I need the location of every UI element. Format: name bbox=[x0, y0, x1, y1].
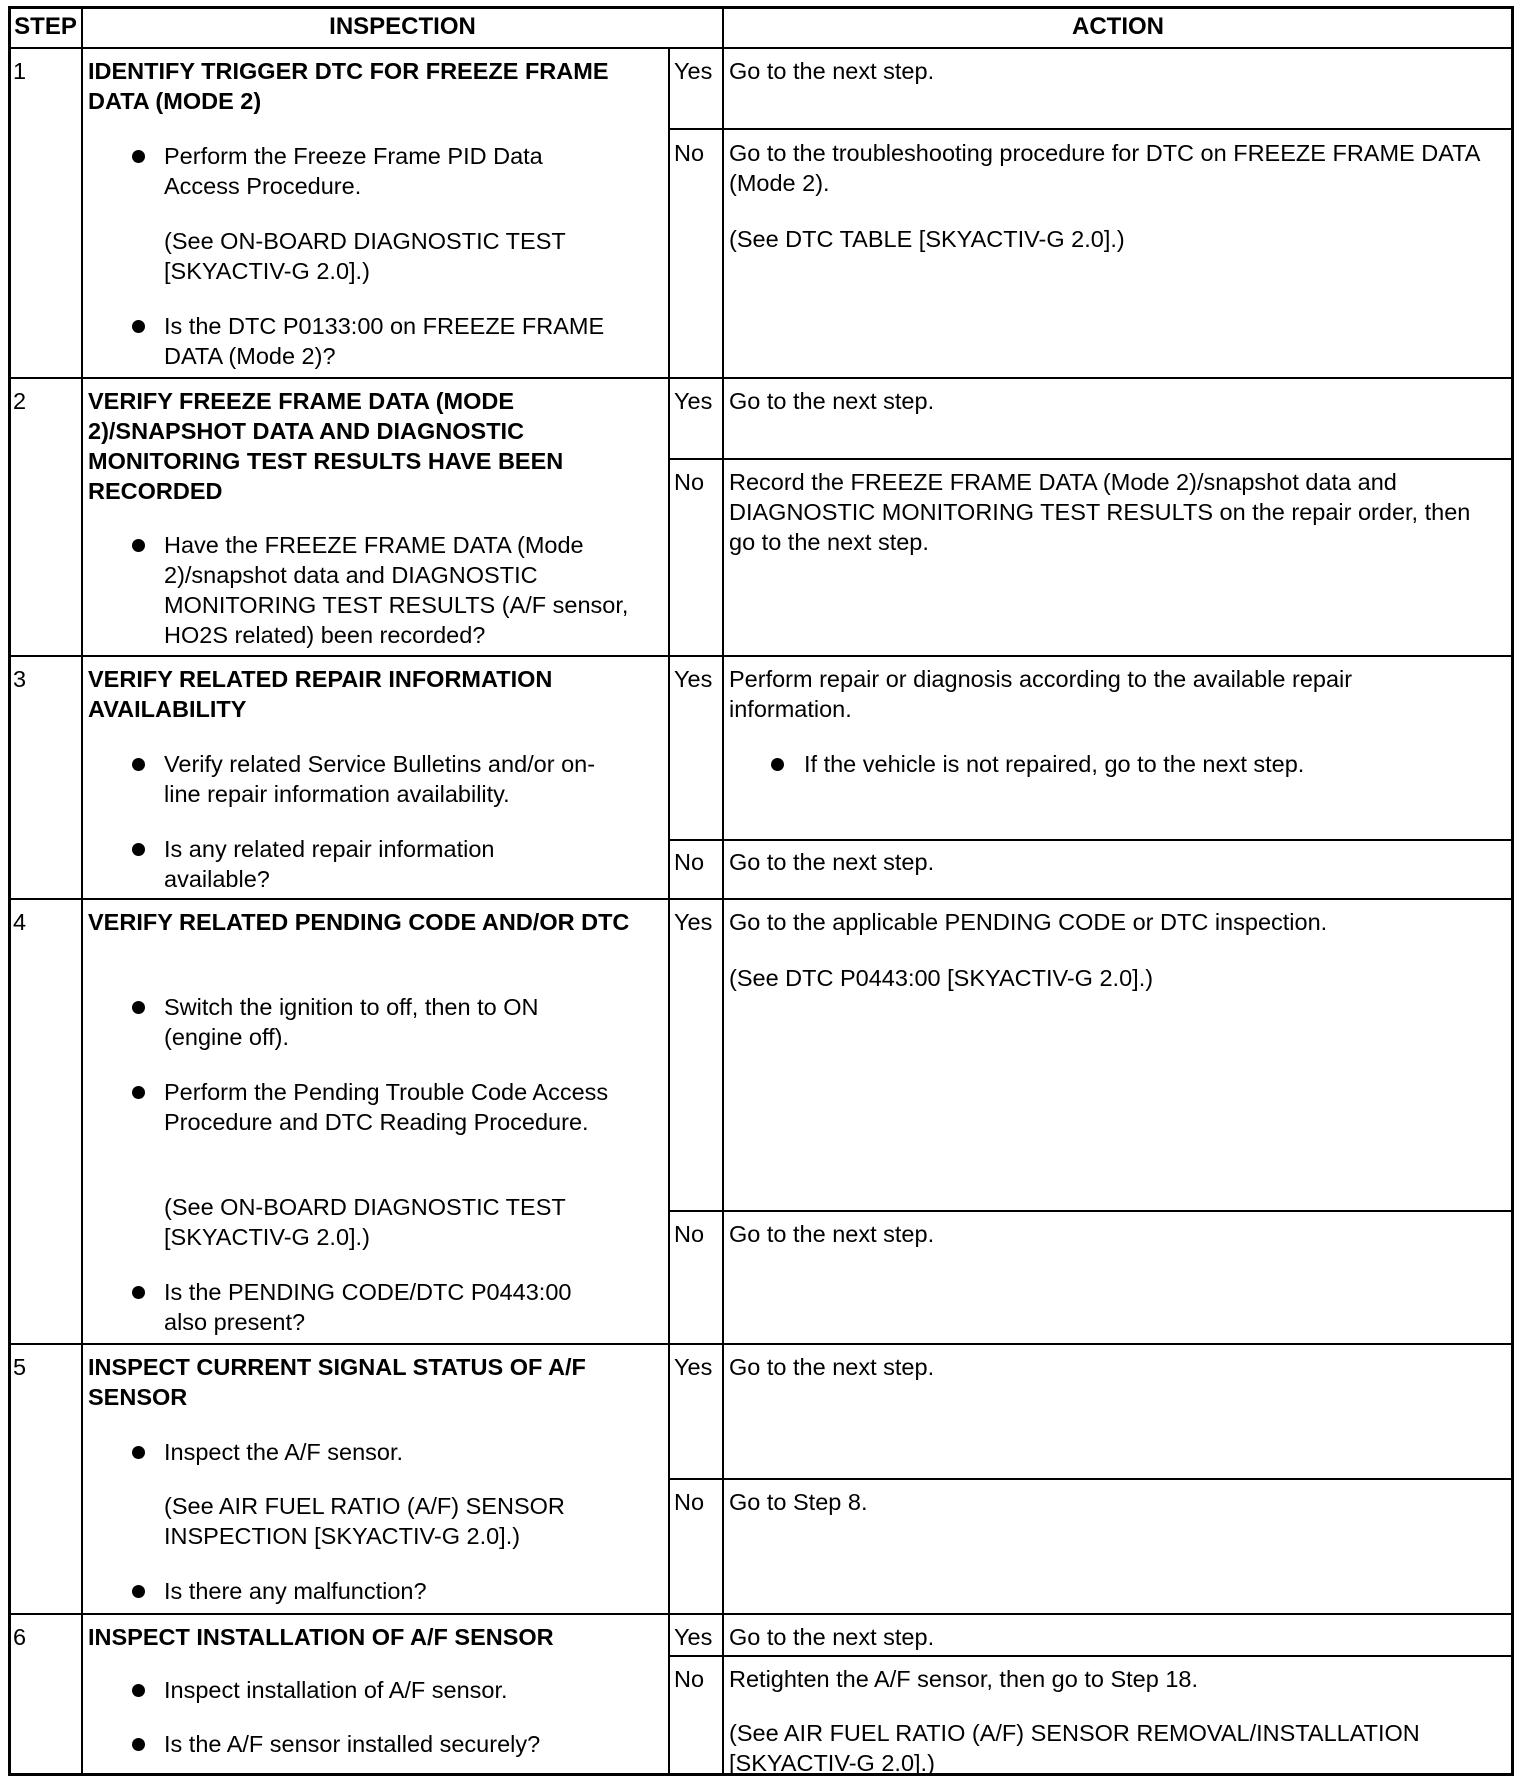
row-divider bbox=[8, 655, 1514, 657]
step-number: 1 bbox=[13, 58, 27, 84]
action-note: (See DTC TABLE [SKYACTIV-G 2.0].) bbox=[729, 226, 1125, 252]
step-title: VERIFY RELATED PENDING CODE AND/OR DTC bbox=[88, 909, 630, 935]
step-title: IDENTIFY TRIGGER DTC FOR FREEZE FRAME DATA (MODE 2) bbox=[88, 58, 609, 114]
step-number: 4 bbox=[13, 909, 27, 935]
action-yes: Go to the next step. bbox=[729, 58, 935, 84]
no-label: No bbox=[674, 1666, 705, 1692]
yes-no-divider bbox=[668, 458, 1514, 460]
bullet-icon bbox=[132, 1001, 145, 1014]
row-divider bbox=[8, 1613, 1514, 1615]
action-note: (See AIR FUEL RATIO (A/F) SENSOR REMOVAL/INSTALLATION [SKYACTIV-G 2.0].) bbox=[729, 1720, 1420, 1776]
inspection-bullet: Perform the Pending Trouble Code Access Procedure and DTC Reading Procedure. bbox=[164, 1079, 609, 1135]
header-inspection: INSPECTION bbox=[329, 13, 476, 40]
no-label: No bbox=[674, 140, 705, 166]
step-title: VERIFY FREEZE FRAME DATA (MODE 2)/SNAPSHOT DATA AND DIAGNOSTIC MONITORING TEST RESULTS HAVE BEEN RECORDED bbox=[88, 388, 564, 504]
inspection-bullet: Is there any malfunction? bbox=[164, 1578, 427, 1604]
bullet-icon bbox=[132, 320, 145, 333]
step-title: INSPECT CURRENT SIGNAL STATUS OF A/F SENSOR bbox=[88, 1354, 586, 1410]
no-label: No bbox=[674, 1221, 705, 1247]
action-yes: Go to the next step. bbox=[729, 1354, 935, 1380]
header-action: ACTION bbox=[1072, 13, 1164, 40]
action-bullet: If the vehicle is not repaired, go to the next step. bbox=[804, 751, 1305, 777]
action-no: Go to Step 8. bbox=[729, 1489, 868, 1515]
yes-label: Yes bbox=[674, 1354, 713, 1380]
step-number: 6 bbox=[13, 1624, 27, 1650]
yes-label: Yes bbox=[674, 666, 713, 692]
header-step: STEP bbox=[14, 13, 77, 40]
inspection-bullet: Verify related Service Bulletins and/or on-line repair information availability. bbox=[164, 751, 596, 807]
inspection-note: (See ON-BOARD DIAGNOSTIC TEST [SKYACTIV-G 2.0].) bbox=[164, 228, 566, 284]
no-label: No bbox=[674, 849, 705, 875]
yes-label: Yes bbox=[674, 388, 713, 414]
bullet-icon bbox=[132, 1684, 145, 1697]
bullet-icon bbox=[132, 150, 145, 163]
inspection-bullet: Is the A/F sensor installed securely? bbox=[164, 1731, 541, 1757]
yes-no-divider bbox=[668, 1655, 1514, 1657]
action-note: (See DTC P0443:00 [SKYACTIV-G 2.0].) bbox=[729, 965, 1154, 991]
no-label: No bbox=[674, 469, 705, 495]
action-no: Retighten the A/F sensor, then go to Step 18. bbox=[729, 1666, 1199, 1692]
bullet-icon bbox=[132, 758, 145, 771]
divider-yesno-column bbox=[668, 48, 670, 1776]
action-yes: Go to the next step. bbox=[729, 1624, 935, 1650]
action-no: Record the FREEZE FRAME DATA (Mode 2)/snapshot data and DIAGNOSTIC MONITORING TEST RESULTS on the repair order, then go to the next step. bbox=[729, 469, 1471, 555]
inspection-bullet: Perform the Freeze Frame PID Data Access Procedure. bbox=[164, 143, 543, 199]
inspection-bullet: Inspect installation of A/F sensor. bbox=[164, 1677, 508, 1703]
action-yes: Go to the applicable PENDING CODE or DTC inspection. bbox=[729, 909, 1328, 935]
bullet-icon bbox=[132, 1585, 145, 1598]
bullet-icon bbox=[132, 1286, 145, 1299]
row-divider bbox=[8, 1343, 1514, 1345]
action-no: Go to the next step. bbox=[729, 1221, 935, 1247]
inspection-note: (See ON-BOARD DIAGNOSTIC TEST [SKYACTIV-G 2.0].) bbox=[164, 1194, 566, 1250]
no-label: No bbox=[674, 1489, 705, 1515]
divider-action-column bbox=[722, 6, 724, 1776]
yes-label: Yes bbox=[674, 909, 713, 935]
inspection-bullet: Inspect the A/F sensor. bbox=[164, 1439, 404, 1465]
header-divider bbox=[8, 47, 1514, 49]
bullet-icon bbox=[132, 539, 145, 552]
bullet-icon bbox=[132, 1446, 145, 1459]
step-title: VERIFY RELATED REPAIR INFORMATION AVAILABILITY bbox=[88, 666, 553, 722]
step-number: 2 bbox=[13, 388, 27, 414]
bullet-icon bbox=[132, 1086, 145, 1099]
step-number: 5 bbox=[13, 1354, 27, 1380]
row-divider bbox=[8, 377, 1514, 379]
action-yes: Perform repair or diagnosis according to the available repair information. bbox=[729, 666, 1353, 722]
yes-no-divider bbox=[668, 1478, 1514, 1480]
inspection-bullet: Is the PENDING CODE/DTC P0443:00 also present? bbox=[164, 1279, 572, 1335]
bullet-icon bbox=[132, 843, 145, 856]
action-no: Go to the troubleshooting procedure for DTC on FREEZE FRAME DATA (Mode 2). bbox=[729, 140, 1480, 196]
bullet-icon bbox=[771, 758, 784, 771]
inspection-bullet: Have the FREEZE FRAME DATA (Mode 2)/snapshot data and DIAGNOSTIC MONITORING TEST RESULTS (A/F sensor, HO2S related) been recorded? bbox=[164, 532, 629, 648]
yes-label: Yes bbox=[674, 1624, 713, 1650]
inspection-bullet: Is any related repair information available? bbox=[164, 836, 495, 892]
row-divider bbox=[8, 898, 1514, 900]
yes-label: Yes bbox=[674, 58, 713, 84]
bullet-icon bbox=[132, 1738, 145, 1751]
action-no: Go to the next step. bbox=[729, 849, 935, 875]
step-title: INSPECT INSTALLATION OF A/F SENSOR bbox=[88, 1624, 554, 1650]
step-number: 3 bbox=[13, 666, 27, 692]
yes-no-divider bbox=[668, 1210, 1514, 1212]
yes-no-divider bbox=[668, 839, 1514, 841]
inspection-bullet: Switch the ignition to off, then to ON (engine off). bbox=[164, 994, 539, 1050]
divider-step-column bbox=[81, 6, 83, 1776]
inspection-bullet: Is the DTC P0133:00 on FREEZE FRAME DATA (Mode 2)? bbox=[164, 313, 605, 369]
action-yes: Go to the next step. bbox=[729, 388, 935, 414]
yes-no-divider bbox=[668, 128, 1514, 130]
inspection-note: (See AIR FUEL RATIO (A/F) SENSOR INSPECTION [SKYACTIV-G 2.0].) bbox=[164, 1493, 565, 1549]
